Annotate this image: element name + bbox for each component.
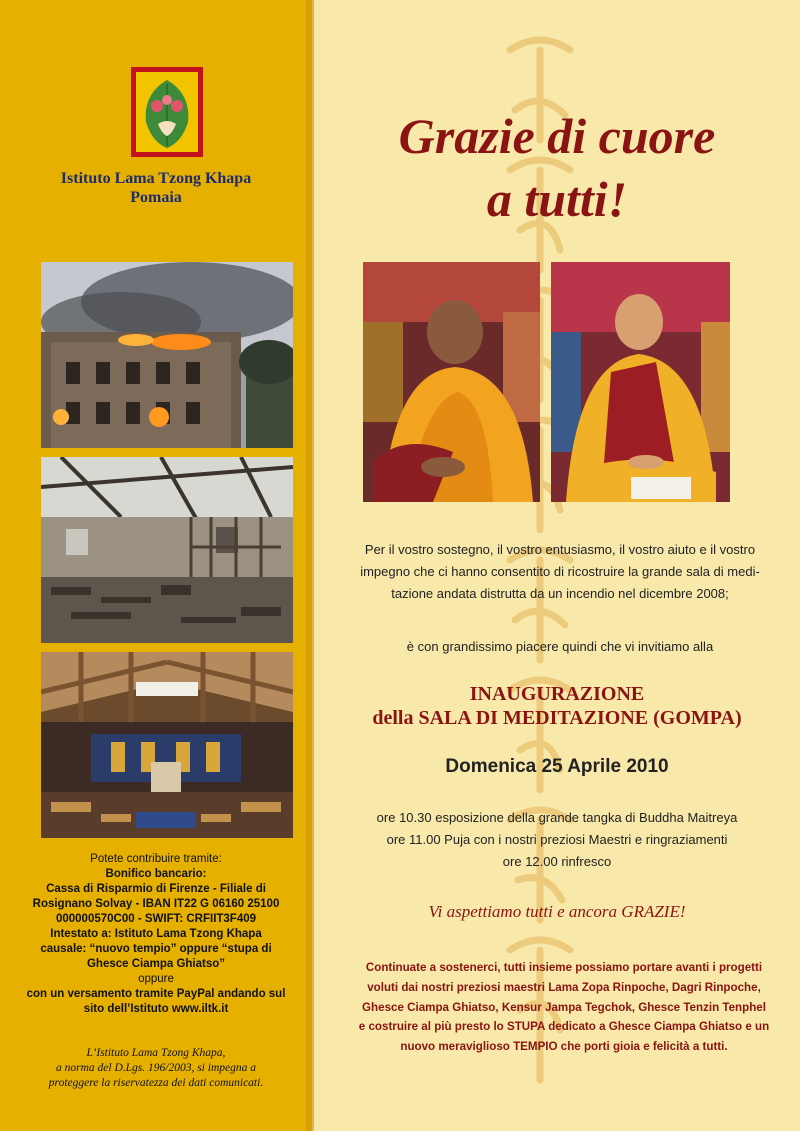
- donation-info: [20, 852, 292, 1017]
- intro-paragraph: [340, 539, 780, 605]
- bank-line: Cassa di Risparmio di Firenze - Filiale di: [46, 883, 266, 895]
- schedule-item: ore 12.00 rinfresco: [502, 854, 612, 869]
- bodhi-leaf-icon: [136, 72, 198, 152]
- photo-lama-younger: [551, 262, 730, 502]
- bank-line: causale: “nuovo tempio” oppure “stupa di: [40, 943, 272, 955]
- privacy-note: [20, 1046, 292, 1091]
- photo-lama-elder: [363, 262, 540, 502]
- closing-line: Ghesce Ciampa Ghiatso, Kensur Jampa Tegchok, Ghesce Tenzin Tenphel: [362, 1000, 766, 1014]
- closing-line: e costruire al più presto lo STUPA dedicato a Ghesce Ciampa Ghiatso e un: [358, 1020, 770, 1034]
- bank-label: Bonifico bancario:: [105, 868, 207, 880]
- headline-line-1: INAUGURAZIONE: [469, 683, 645, 705]
- bank-line: Rosignano Solvay - IBAN IT22 G 06160 25100: [32, 898, 280, 910]
- intro-line: impegno che ci hanno consentito di ricostruire la grande sala di medi-: [360, 564, 760, 579]
- title-line-1: Grazie di cuore: [398, 108, 716, 164]
- photo-building-fire: [41, 262, 293, 448]
- privacy-line: proteggere la riservatezza dei dati comunicati.: [48, 1077, 264, 1089]
- thanks-text: Vi aspettiamo tutti e ancora GRAZIE!: [428, 902, 686, 921]
- closing-line: nuovo meraviglioso TEMPIO che porti gioia e felicità a tutti.: [400, 1040, 728, 1054]
- photo-destroyed-hall: [41, 457, 293, 643]
- closing-line: voluti dai nostri preziosi maestri Lama Zopa Rinpoche, Dagri Rinpoche,: [367, 980, 761, 994]
- bank-line: Ghesce Ciampa Ghiatso”: [86, 958, 226, 970]
- institute-logo: [131, 67, 203, 157]
- invite-text: è con grandissimo piacere quindi che vi invitiamo alla: [406, 639, 714, 654]
- title-line-2: a tutti!: [486, 171, 628, 227]
- schedule-item: ore 10.30 esposizione della grande tangka di Buddha Maitreya: [376, 810, 738, 825]
- schedule: [314, 807, 800, 873]
- paypal-line: con un versamento tramite PayPal andando sul: [26, 988, 286, 1000]
- donation-intro: Potete contribuire tramite:: [90, 853, 222, 865]
- privacy-line: L’Istituto Lama Tzong Khapa,: [86, 1047, 226, 1059]
- closing-line: Continuate a sostenerci, tutti insieme possiamo portare avanti i progetti: [365, 961, 763, 974]
- privacy-line: a norma del D.Lgs. 196/2003, si impegna a: [56, 1062, 256, 1074]
- org-name: Istituto Lama Tzong Khapa: [60, 170, 252, 187]
- bank-line: 000000570C00 - SWIFT: CRFIIT3F409: [55, 913, 257, 925]
- headline-line-2: della SALA DI MEDITAZIONE (GOMPA): [372, 707, 742, 729]
- paypal-line: sito dell’Istituto www.iltk.it: [83, 1003, 229, 1015]
- org-place: Pomaia: [130, 189, 182, 206]
- intro-line: tazione andata distrutta da un incendio nel dicembre 2008;: [391, 586, 729, 601]
- closing-paragraph: [344, 958, 784, 1057]
- bank-line: Intestato a: Istituto Lama Tzong Khapa: [50, 928, 262, 940]
- donation-or: oppure: [138, 973, 174, 985]
- schedule-item: ore 11.00 Puja con i nostri preziosi Maestri e ringraziamenti: [386, 832, 728, 847]
- event-date: Domenica 25 Aprile 2010: [445, 756, 669, 777]
- intro-line: Per il vostro sostegno, il vostro entusiasmo, il vostro aiuto e il vostro: [364, 542, 756, 557]
- photo-new-gompa: [41, 652, 293, 838]
